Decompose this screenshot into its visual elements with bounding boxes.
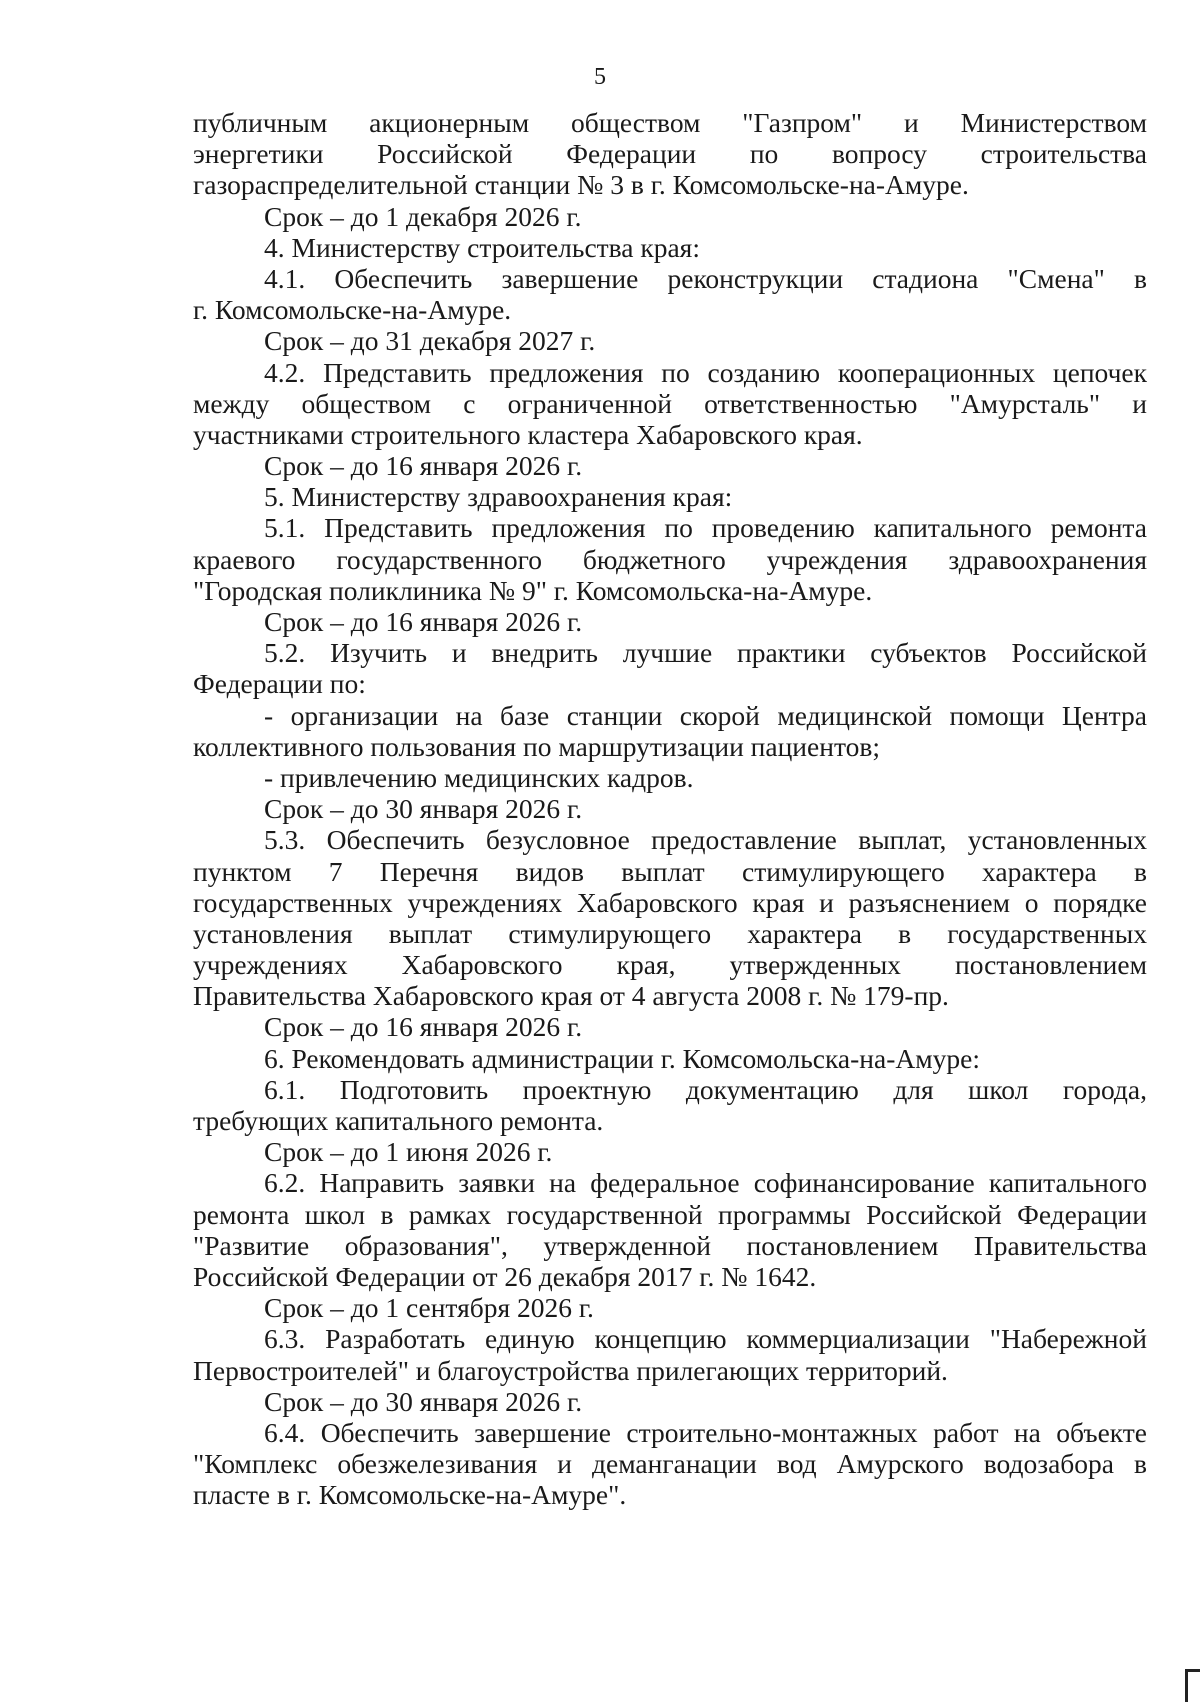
text-line: Правительства Хабаровского края от 4 августа 2008 г. № 179-пр. xyxy=(193,980,949,1012)
text-line: Срок – до 31 декабря 2027 г. xyxy=(264,325,596,357)
text-line: "Развитие образования", утвержденной постановлением Правительства xyxy=(193,1229,1147,1261)
text-line: Срок – до 1 сентября 2026 г. xyxy=(264,1292,594,1324)
text-line: 6.4. Обеспечить завершение строительно-монтажных работ на объекте xyxy=(264,1416,1147,1448)
page-number: 5 xyxy=(594,64,606,90)
text-line: 4. Министерству строительства края: xyxy=(264,231,700,263)
text-line: - организации на базе станции скорой медицинской помощи Центра xyxy=(264,699,1147,731)
text-line: Срок – до 1 декабря 2026 г. xyxy=(264,200,582,232)
text-line: Срок – до 30 января 2026 г. xyxy=(264,1385,583,1417)
text-line: 5.1. Представить предложения по проведению капитального ремонта xyxy=(264,512,1147,544)
document-body xyxy=(193,107,1147,1510)
text-line: пунктом 7 Перечня видов выплат стимулирующего характера в xyxy=(193,855,1147,887)
text-line: 4.1. Обеспечить завершение реконструкции стадиона "Смена" в xyxy=(264,262,1147,294)
text-line: пласте в г. Комсомольске-на-Амуре". xyxy=(193,1479,627,1511)
text-line: Срок – до 30 января 2026 г. xyxy=(264,793,583,825)
text-line: "Городская поликлиника № 9" г. Комсомольска-на-Амуре. xyxy=(193,574,873,606)
text-line: Срок – до 16 января 2026 г. xyxy=(264,450,583,482)
text-line: краевого государственного бюджетного учреждения здравоохранения xyxy=(193,543,1147,575)
text-line: ремонта школ в рамках государственной программы Российской Федерации xyxy=(193,1198,1147,1230)
text-line: г. Комсомольске-на-Амуре. xyxy=(193,294,512,326)
text-line: 5.3. Обеспечить безусловное предоставление выплат, установленных xyxy=(264,824,1147,856)
text-line: 4.2. Представить предложения по созданию кооперационных цепочек xyxy=(264,356,1147,388)
text-line: 6.2. Направить заявки на федеральное софинансирование капитального xyxy=(264,1167,1147,1199)
text-line: "Комплекс обезжелезивания и деманганации вод Амурского водозабора в xyxy=(193,1448,1147,1480)
text-line: публичным акционерным обществом "Газпром" и Министерством xyxy=(193,107,1147,138)
text-line: учреждениях Хабаровского края, утвержденных постановлением xyxy=(193,949,1147,981)
text-line: государственных учреждениях Хабаровского края и разъяснением о порядке xyxy=(193,886,1147,918)
text-line: газораспределительной станции № 3 в г. Комсомольске-на-Амуре. xyxy=(193,169,969,201)
text-line: участниками строительного кластера Хабаровского края. xyxy=(193,418,863,450)
text-line: установления выплат стимулирующего характера в государственных xyxy=(193,917,1147,949)
text-line: требующих капитального ремонта. xyxy=(193,1105,604,1136)
text-line: Первостроителей" и благоустройства прилегающих территорий. xyxy=(193,1354,948,1386)
text-line: 6. Рекомендовать администрации г. Комсомольска-на-Амуре: xyxy=(264,1042,980,1074)
text-line: энергетики Российской Федерации по вопросу строительства xyxy=(193,138,1147,170)
text-line: коллективного пользования по маршрутизации пациентов; xyxy=(193,730,880,762)
text-line: 6.1. Подготовить проектную документацию для школ города, xyxy=(264,1073,1147,1105)
text-line: 5. Министерству здравоохранения края: xyxy=(264,481,733,513)
text-line: Срок – до 16 января 2026 г. xyxy=(264,606,583,637)
text-line: Срок – до 16 января 2026 г. xyxy=(264,1011,583,1043)
text-line: между обществом с ограниченной ответственностью "Амурсталь" и xyxy=(193,387,1147,419)
text-line: Российской Федерации от 26 декабря 2017 г. № 1642. xyxy=(193,1260,817,1292)
page-edge-mark xyxy=(1185,1669,1200,1702)
text-line: 6.3. Разработать единую концепцию коммерциализации "Набережной xyxy=(264,1323,1147,1355)
text-line: Срок – до 1 июня 2026 г. xyxy=(264,1136,553,1168)
text-line: 5.2. Изучить и внедрить лучшие практики субъектов Российской xyxy=(264,637,1147,669)
text-line: Федерации по: xyxy=(193,668,366,700)
text-line: - привлечению медицинских кадров. xyxy=(264,761,694,793)
